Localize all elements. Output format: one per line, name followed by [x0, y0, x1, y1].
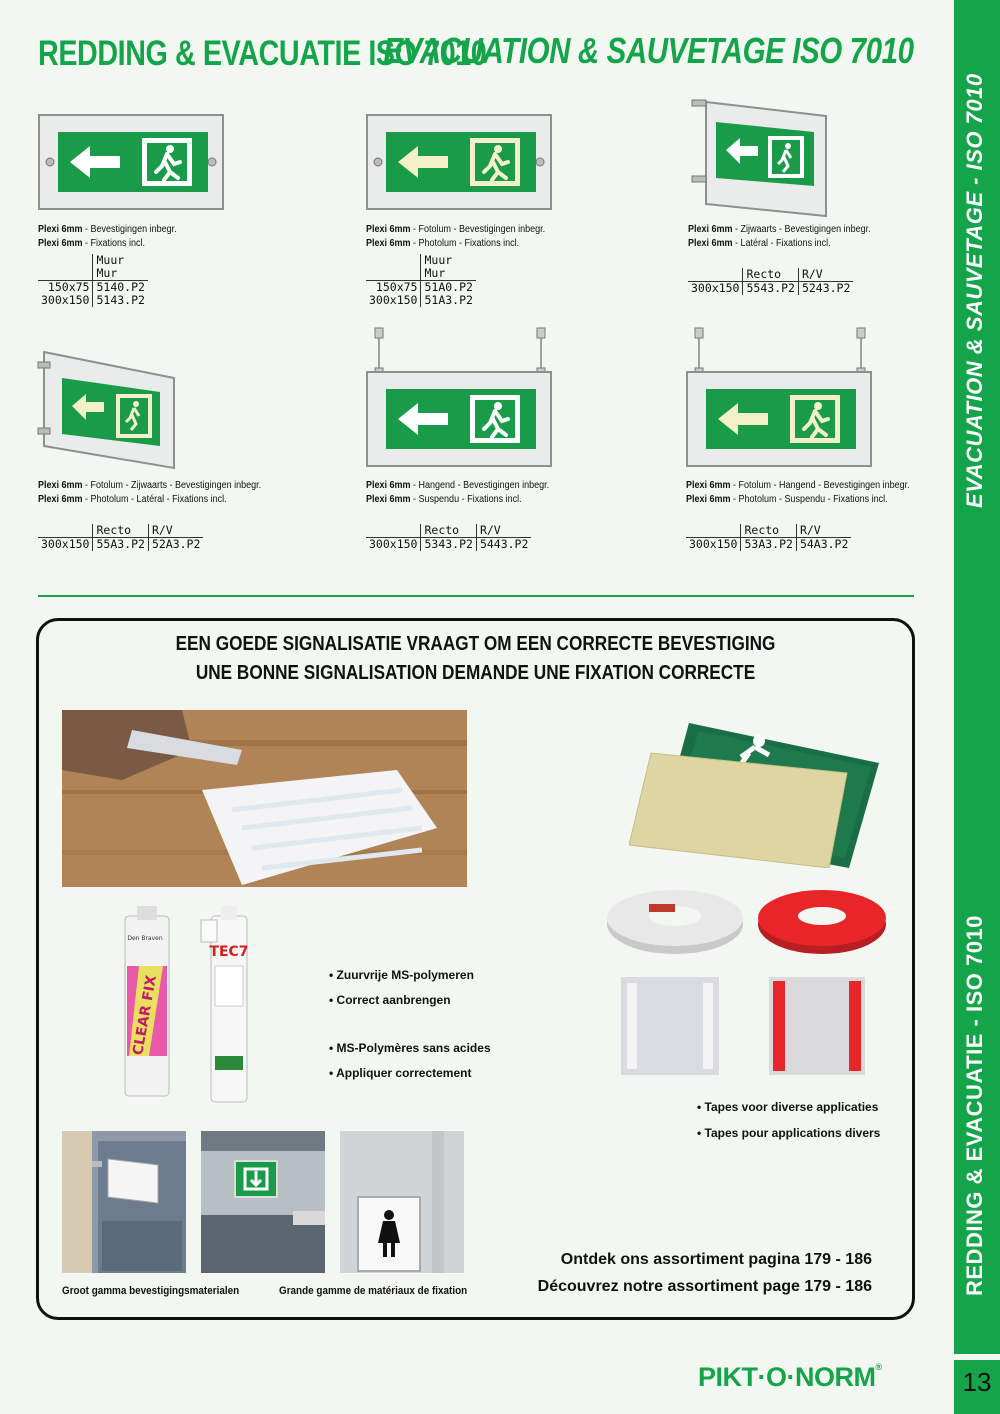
product-3-desc: Plexi 6mm - Zijwaarts - Bevestigingen inbegr. Plexi 6mm - Latéral - Fixations incl. — [688, 224, 871, 249]
section-divider — [38, 595, 914, 597]
installation-photo-1 — [62, 1131, 186, 1273]
product-2-desc: Plexi 6mm - Fotolum - Bevestigingen inbegr. Plexi 6mm - Photolum - Fixations incl. — [366, 224, 546, 249]
product-4-table: Recto R/V 300x150 55A3.P2 52A3.P2 — [38, 524, 203, 551]
product-2-table: Muur Mur 150x75 51A0.P2 300x150 51A3.P2 — [366, 254, 476, 307]
sign-back-photo — [629, 723, 879, 868]
product-3-image — [688, 94, 832, 224]
tape-roll-white — [605, 886, 745, 956]
product-4-image — [36, 348, 178, 474]
product-4-desc: Plexi 6mm - Fotolum - Zijwaarts - Bevestigingen inbegr. Plexi 6mm - Photolum - Latéral - Fixations incl. — [38, 480, 262, 505]
product-2-image — [366, 114, 552, 210]
tape-sample-red — [769, 977, 865, 1075]
product-6-desc: Plexi 6mm - Fotolum - Hangend - Bevestigingen inbegr. Plexi 6mm - Photolum - Suspendu - Fixations incl. — [686, 480, 910, 505]
product-1-table: Muur Mur 150x75 5140.P2 300x150 5143.P2 — [38, 254, 148, 307]
tape-bullets: • Tapes voor diverse applicaties • Tapes pour applications divers — [697, 1100, 881, 1140]
piktonorm-logo: PIKT·O·NORM® — [698, 1362, 882, 1392]
product-6-table: Recto R/V 300x150 53A3.P2 54A3.P2 — [686, 524, 851, 551]
installation-photo-3 — [340, 1131, 464, 1273]
glue-application-photo — [62, 710, 467, 887]
tape-sample-white — [621, 977, 719, 1075]
sealant-bullets-nl: • Zuurvrije MS-polymeren • Correct aanbrengen — [329, 968, 474, 1007]
catalog-link-nl[interactable]: Ontdek ons assortiment pagina 179 - 186 — [560, 1251, 872, 1268]
sealant-bullets-fr: • MS-Polymères sans acides • Appliquer correctement — [329, 1041, 491, 1080]
fixation-title-fr: UNE BONNE SIGNALISATION DEMANDE UNE FIXATION CORRECTE — [195, 662, 756, 684]
side-title-fr: EVACUATION & SAUVETAGE - ISO 7010 — [962, 73, 987, 508]
product-3-table: Recto R/V 300x150 5543.P2 5243.P2 — [688, 268, 853, 295]
side-title-nl: REDDING & EVACUATIE - ISO 7010 — [962, 915, 987, 1296]
installation-photo-2 — [201, 1131, 325, 1273]
product-1-image — [38, 114, 224, 210]
product-1-desc: Plexi 6mm - Bevestigingen inbegr. Plexi 6mm - Fixations incl. — [38, 224, 177, 249]
svg-text:CLEAR FIX: CLEAR FIX — [130, 974, 160, 1057]
svg-text:Den Braven: Den Braven — [127, 935, 163, 942]
product-5-image — [366, 326, 552, 468]
product-6-image — [686, 326, 872, 468]
page-title-fr: EVACUATION & SAUVETAGE ISO 7010 — [383, 30, 914, 71]
product-5-table: Recto R/V 300x150 5343.P2 5443.P2 — [366, 524, 531, 551]
page-number: 13 — [954, 1354, 1000, 1404]
fixation-title-nl: EEN GOEDE SIGNALISATIE VRAAGT OM EEN CORRECTE BEVESTIGING — [175, 633, 776, 655]
caption-nl: Groot gamma bevestigingsmaterialen — [62, 1285, 240, 1297]
caption-fr: Grande gamme de matériaux de fixation — [279, 1285, 468, 1297]
product-5-desc: Plexi 6mm - Hangend - Bevestigingen inbegr. Plexi 6mm - Suspendu - Fixations incl. — [366, 480, 550, 505]
svg-text:TEC7: TEC7 — [209, 944, 249, 960]
tape-roll-red — [757, 886, 887, 956]
catalog-link-fr[interactable]: Découvrez notre assortiment page 179 - 186 — [537, 1278, 872, 1295]
page-title-nl: REDDING & EVACUATIE ISO 7010 — [38, 34, 487, 73]
sealant-tubes-photo — [119, 906, 259, 1106]
fixation-box — [36, 618, 915, 1320]
